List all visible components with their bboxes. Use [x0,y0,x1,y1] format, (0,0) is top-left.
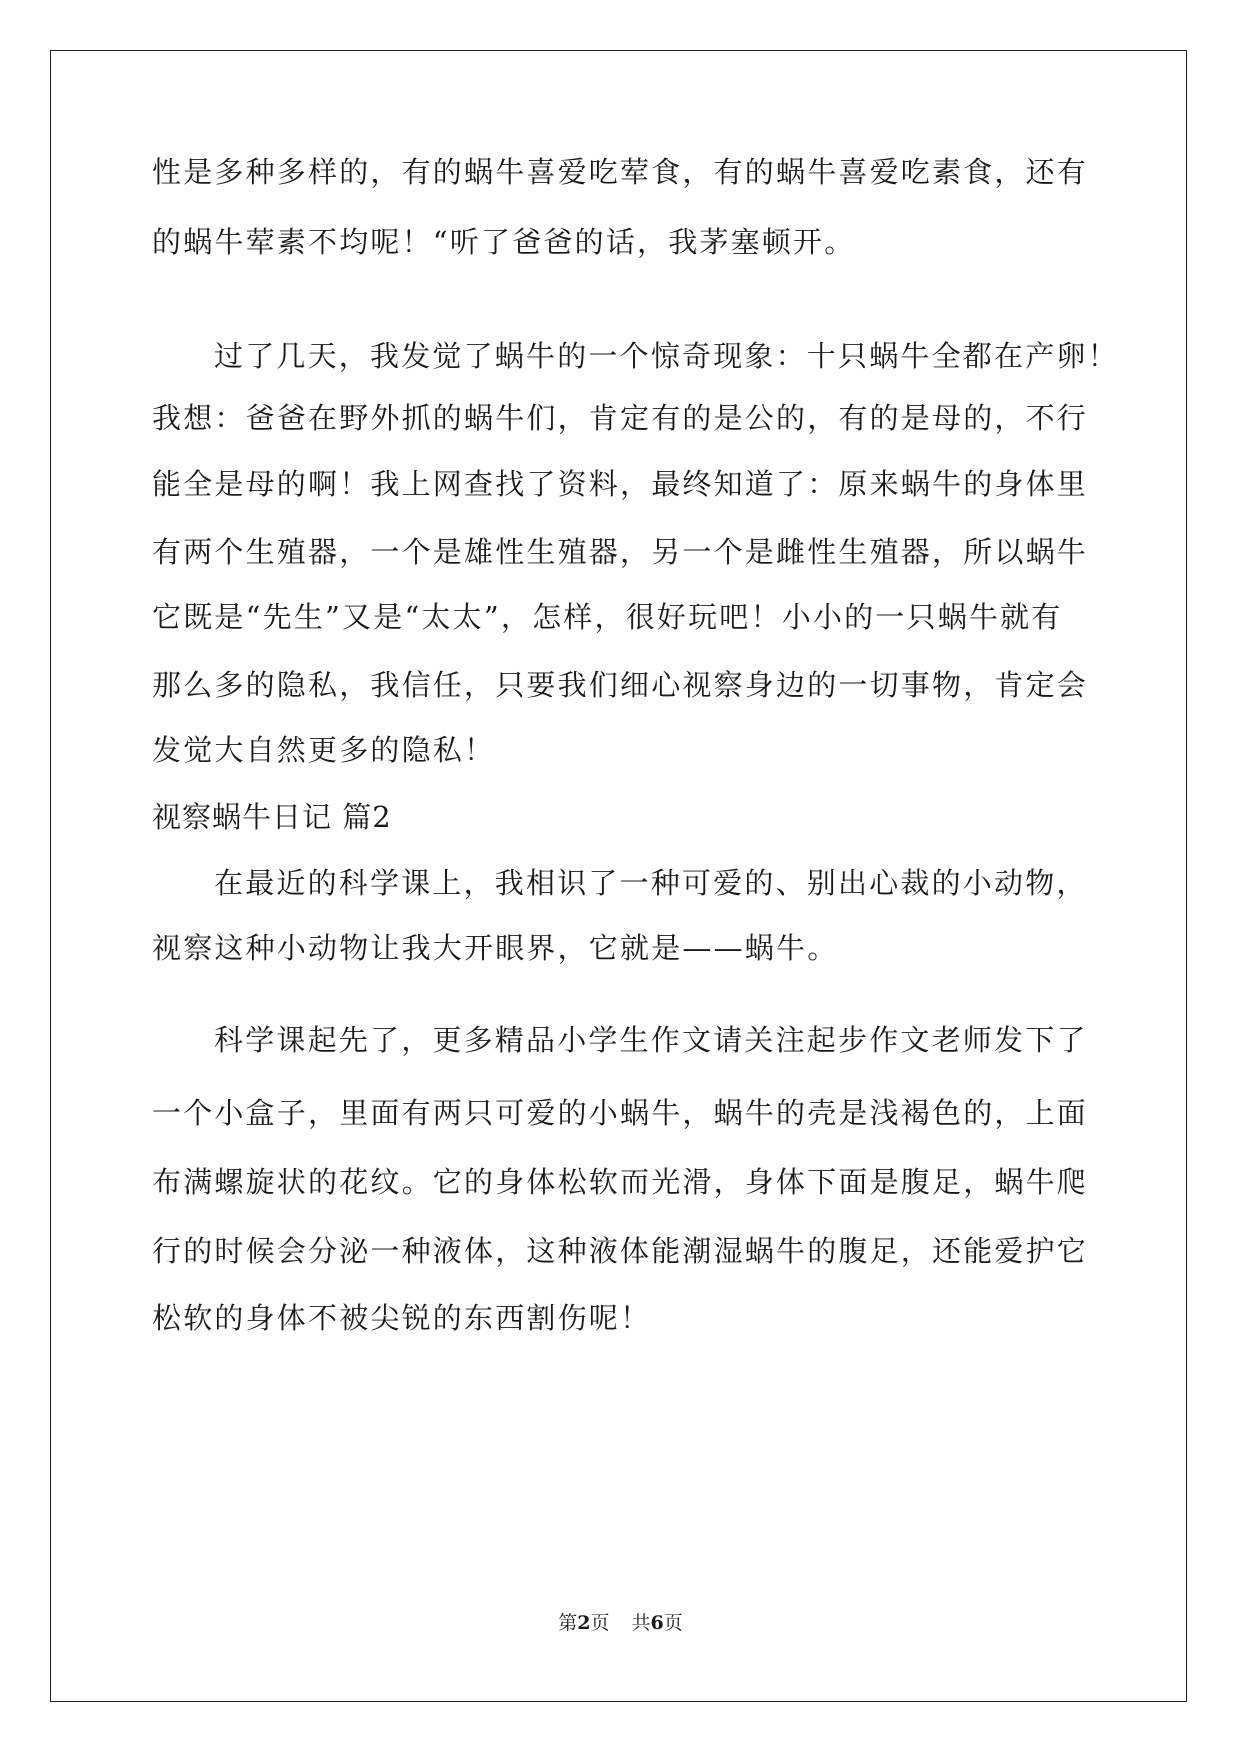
page-prefix: 第 [558,1612,578,1634]
total-suffix: 页 [663,1612,683,1634]
text-line: 有两个生殖器，一个是雄性生殖器，另一个是雌性生殖器，所以蜗牛 [152,535,1089,569]
page-suffix: 页 [590,1612,610,1634]
text-line: 视察这种小动物让我大开眼界，它就是——蜗牛。 [152,931,839,965]
text-line: 在最近的科学课上，我相识了一种可爱的、别出心裁的小动物， [214,866,1088,900]
text-line: 行的时候会分泌一种液体，这种液体能潮湿蜗牛的腹足，还能爱护它 [152,1234,1089,1268]
text-line: 能全是母的啊！我上网查找了资料，最终知道了：原来蜗牛的身体里 [152,467,1089,501]
text-line: 一个小盒子，里面有两只可爱的小蜗牛，蜗牛的壳是浅褐色的，上面 [152,1096,1089,1130]
page-footer [0,1608,1241,1635]
total-pages-number: 6 [650,1612,664,1634]
text-line: 松软的身体不被尖锐的东西割伤呢！ [152,1301,652,1335]
text-line: 过了几天，我发觉了蜗牛的一个惊奇现象：十只蜗牛全都在产卵！ [214,339,1119,373]
total-prefix: 共 [631,1612,651,1634]
text-line: 那么多的隐私，我信任，只要我们细心视察身边的一切事物，肯定会 [152,668,1089,702]
current-page-number: 2 [577,1612,591,1634]
text-line: 布满螺旋状的花纹。它的身体松软而光滑，身体下面是腹足，蜗牛爬 [152,1165,1089,1199]
text-line: 我想：爸爸在野外抓的蜗牛们，肯定有的是公的，有的是母的，不行 [152,401,1089,435]
section-heading: 视察蜗牛日记 篇2 [152,800,392,834]
text-line: 科学课起先了，更多精品小学生作文请关注起步作文老师发下了 [214,1023,1088,1057]
text-line: 发觉大自然更多的隐私！ [152,733,496,767]
text-line: 的蜗牛荤素不均呢！“听了爸爸的话，我茅塞顿开。 [152,225,856,259]
text-line: 它既是“先生”又是“太太”，怎样，很好玩吧！小小的一只蜗牛就有 [152,600,1063,634]
text-line: 性是多种多样的，有的蜗牛喜爱吃荤食，有的蜗牛喜爱吃素食，还有 [152,155,1089,189]
